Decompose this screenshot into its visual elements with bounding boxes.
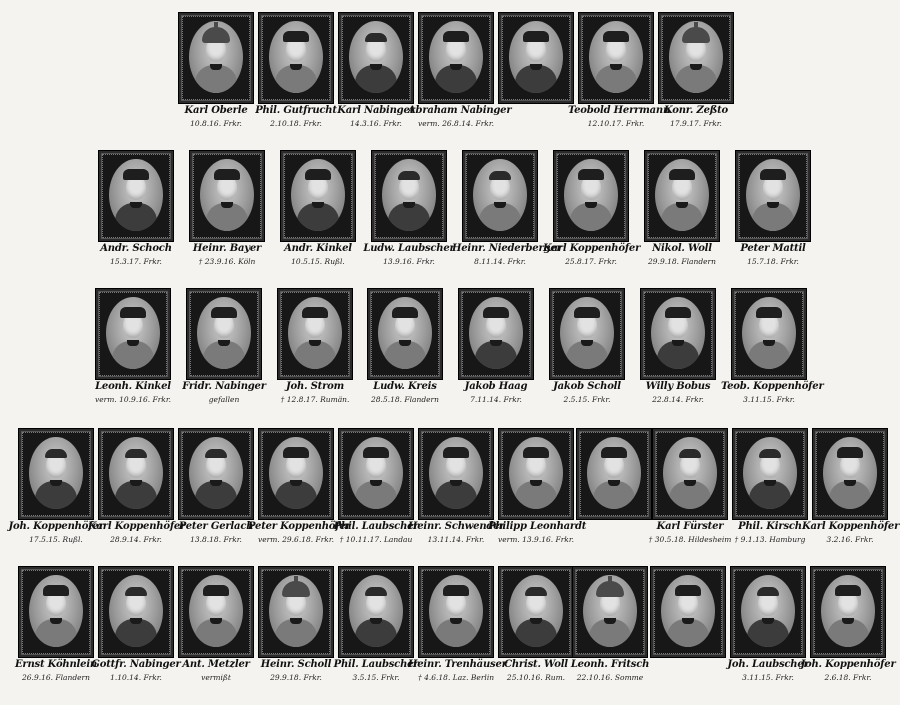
- portrait-frame: [735, 150, 811, 242]
- soldier-name: Abraham Nabinger: [408, 105, 512, 116]
- portrait-card: [408, 566, 507, 696]
- soldier-fate: 2.10.18. Frkr.: [270, 119, 322, 128]
- portrait-row-3: [0, 288, 900, 418]
- portrait-card: [576, 428, 652, 558]
- soldier-name: Phil. Kirsch: [738, 521, 802, 532]
- portrait-card: [178, 566, 254, 696]
- portrait-frame: [498, 566, 574, 658]
- soldier-name: Ludw. Laubscher: [363, 243, 455, 254]
- soldier-photo: [109, 575, 163, 647]
- soldier-photo: [821, 575, 875, 647]
- soldier-name: Karl Koppenhöfer: [802, 521, 900, 532]
- portrait-card: [98, 150, 174, 280]
- soldier-fate: verm. 26.8.14. Frkr.: [417, 119, 494, 128]
- soldier-fate: 28.9.14. Frkr.: [110, 535, 162, 544]
- soldier-name: Gottfr. Nabinger: [91, 659, 181, 670]
- portrait-frame: [418, 566, 494, 658]
- soldier-fate: 3.11.15. Frkr.: [743, 395, 795, 404]
- portrait-frame: [553, 150, 629, 242]
- portrait-card: [549, 288, 625, 418]
- soldier-photo: [589, 21, 643, 93]
- soldier-name: Joh. Koppenhöfer: [800, 659, 896, 670]
- portrait-frame: [186, 288, 262, 380]
- soldier-fate: 15.3.17. Frkr.: [110, 257, 162, 266]
- portrait-card: [14, 566, 97, 696]
- portrait-card: [408, 428, 505, 558]
- portrait-frame: [576, 428, 652, 520]
- soldier-photo: [661, 575, 715, 647]
- soldier-photo: [189, 575, 243, 647]
- portrait-card: [408, 12, 512, 142]
- soldier-fate: 25.8.17. Frkr.: [565, 257, 617, 266]
- portrait-frame: [371, 150, 447, 242]
- portrait-card: [189, 150, 265, 280]
- soldier-photo: [382, 159, 436, 231]
- soldier-fate: † 30.5.18. Hildesheim: [648, 535, 732, 544]
- soldier-photo: [651, 297, 705, 369]
- soldier-fate: 13.9.16. Frkr.: [383, 257, 435, 266]
- portrait-card: [338, 12, 414, 142]
- soldier-fate: 8.11.14. Frkr.: [474, 257, 526, 266]
- soldier-fate: 14.3.16. Frkr.: [350, 119, 402, 128]
- soldier-photo: [741, 575, 795, 647]
- soldier-name: Phil. Laubscher: [333, 521, 419, 532]
- soldier-fate: 15.7.18. Frkr.: [747, 257, 799, 266]
- soldier-name: Christ. Woll: [504, 659, 568, 670]
- soldier-photo: [288, 297, 342, 369]
- soldier-fate: 2.5.15. Frkr.: [563, 395, 611, 404]
- soldier-fate: 29.9.18. Flandern: [648, 257, 716, 266]
- soldier-photo: [509, 437, 563, 509]
- portrait-frame: [178, 566, 254, 658]
- soldier-name: Heinr. Scholl: [260, 659, 332, 670]
- soldier-name: Willy Bobus: [645, 381, 711, 392]
- soldier-photo: [269, 575, 323, 647]
- portrait-frame: [730, 566, 806, 658]
- soldier-fate: 10.8.16. Frkr.: [190, 119, 242, 128]
- portrait-frame: [178, 12, 254, 104]
- soldier-photo: [583, 575, 637, 647]
- portrait-card: [333, 428, 419, 558]
- portrait-card: [543, 150, 641, 280]
- soldier-fate: 25.10.16. Rum.: [506, 673, 566, 682]
- soldier-name: Karl Koppenhöfer: [88, 521, 186, 532]
- portrait-frame: [178, 428, 254, 520]
- portrait-frame: [732, 428, 808, 520]
- soldier-name: Andr. Kinkel: [284, 243, 352, 254]
- portrait-card: [182, 288, 266, 418]
- portrait-frame: [18, 428, 94, 520]
- portrait-frame: [18, 566, 94, 658]
- soldier-fate: 13.8.18. Frkr.: [190, 535, 242, 544]
- soldier-name: Teob. Koppenhöfer: [721, 381, 824, 392]
- soldier-name: Joh. Laubscher: [727, 659, 809, 670]
- portrait-card: [640, 288, 716, 418]
- soldier-photo: [560, 297, 614, 369]
- portrait-frame: [418, 428, 494, 520]
- soldier-name: Karl Nabinger: [337, 105, 415, 116]
- portrait-frame: [498, 12, 574, 104]
- soldier-name: Joh. Koppenhöfer: [8, 521, 104, 532]
- soldier-photo: [473, 159, 527, 231]
- soldier-fate: vermißt: [201, 673, 231, 682]
- soldier-photo: [197, 297, 251, 369]
- portrait-card: [488, 428, 587, 558]
- portrait-card: [568, 12, 671, 142]
- portrait-card: [572, 566, 648, 696]
- portrait-frame: [578, 12, 654, 104]
- soldier-name: Jakob Haag: [464, 381, 528, 392]
- portrait-frame: [652, 428, 728, 520]
- soldier-fate: 13.11.14. Frkr.: [427, 535, 485, 544]
- soldier-fate: † 12.8.17. Rumän.: [280, 395, 350, 404]
- portrait-frame: [812, 428, 888, 520]
- soldier-photo: [349, 437, 403, 509]
- soldier-name: Teobold Herrmann: [568, 105, 671, 116]
- soldier-name: Leonh. Kinkel: [95, 381, 171, 392]
- soldier-photo: [669, 21, 723, 93]
- soldier-fate: 3.11.15. Frkr.: [742, 673, 794, 682]
- portrait-frame: [549, 288, 625, 380]
- portrait-card: [650, 566, 726, 696]
- portrait-frame: [418, 12, 494, 104]
- portrait-card: [8, 428, 104, 558]
- soldier-photo: [655, 159, 709, 231]
- soldier-photo: [269, 437, 323, 509]
- portrait-row-5: [0, 566, 900, 696]
- portrait-frame: [338, 428, 414, 520]
- soldier-fate: 26.9.16. Flandern: [22, 673, 90, 682]
- soldier-name: Karl Oberle: [184, 105, 248, 116]
- soldier-photo: [200, 159, 254, 231]
- soldier-name: Heinr. Bayer: [192, 243, 262, 254]
- portrait-frame: [98, 566, 174, 658]
- soldier-photo: [291, 159, 345, 231]
- soldier-fate: 10.5.15. Rußl.: [291, 257, 345, 266]
- portrait-frame: [98, 150, 174, 242]
- soldier-photo: [29, 437, 83, 509]
- soldier-photo: [429, 437, 483, 509]
- portrait-row-2: [0, 150, 900, 280]
- soldier-photo: [109, 437, 163, 509]
- soldier-name: Konr. Zeßto: [663, 105, 729, 116]
- portrait-frame: [338, 566, 414, 658]
- soldier-name: Heinr. Niederberger: [452, 243, 562, 254]
- portrait-card: [648, 428, 732, 558]
- portrait-card: [178, 12, 254, 142]
- portrait-card: [452, 150, 562, 280]
- soldier-fate: 28.5.18. Flandern: [371, 395, 439, 404]
- soldier-photo: [269, 21, 323, 93]
- portrait-frame: [258, 566, 334, 658]
- portrait-card: [88, 428, 186, 558]
- soldier-photo: [189, 21, 243, 93]
- soldier-fate: † 9.1.13. Hamburg: [734, 535, 806, 544]
- portrait-card: [277, 288, 353, 418]
- soldier-fate: 12.10.17. Frkr.: [587, 119, 645, 128]
- soldier-name: Philipp Leonhardt: [488, 521, 587, 532]
- portrait-frame: [458, 288, 534, 380]
- soldier-name: Ludw. Kreis: [373, 381, 437, 392]
- portrait-frame: [367, 288, 443, 380]
- portrait-card: [644, 150, 720, 280]
- soldier-name: Ant. Metzler: [182, 659, 250, 670]
- portrait-frame: [462, 150, 538, 242]
- portrait-card: [255, 12, 337, 142]
- portrait-card: [280, 150, 356, 280]
- soldier-photo: [349, 575, 403, 647]
- portrait-card: [458, 288, 534, 418]
- soldier-photo: [663, 437, 717, 509]
- portrait-frame: [98, 428, 174, 520]
- soldier-fate: 3.5.15. Frkr.: [352, 673, 400, 682]
- soldier-name: Ernst Köhnlein: [14, 659, 97, 670]
- portrait-row-4: [0, 428, 900, 558]
- portrait-frame: [189, 150, 265, 242]
- soldier-fate: 29.9.18. Frkr.: [270, 673, 322, 682]
- soldier-photo: [349, 21, 403, 93]
- soldier-name: Heinr. Trenhäuser: [408, 659, 507, 670]
- soldier-name: Karl Koppenhöfer: [543, 243, 641, 254]
- portrait-card: [658, 12, 734, 142]
- soldier-photo: [509, 575, 563, 647]
- portrait-card: [91, 566, 181, 696]
- portrait-frame: [572, 566, 648, 658]
- soldier-photo: [378, 297, 432, 369]
- portrait-card: [363, 150, 455, 280]
- soldier-fate: 22.10.16. Somme: [576, 673, 644, 682]
- soldier-photo: [429, 575, 483, 647]
- portrait-card: [178, 428, 254, 558]
- soldier-photo: [564, 159, 618, 231]
- portrait-card: [727, 566, 809, 696]
- portrait-card: [258, 566, 334, 696]
- portrait-frame: [498, 428, 574, 520]
- soldier-photo: [587, 437, 641, 509]
- portrait-card: [721, 288, 824, 418]
- soldier-fate: 17.5.15. Rußl.: [29, 535, 83, 544]
- portrait-frame: [731, 288, 807, 380]
- portrait-frame: [95, 288, 171, 380]
- soldier-name: Joh. Strom: [286, 381, 344, 392]
- portrait-frame: [280, 150, 356, 242]
- soldier-name: Peter Mattil: [740, 243, 806, 254]
- soldier-fate: 1.10.14. Frkr.: [110, 673, 162, 682]
- portrait-card: [248, 428, 351, 558]
- portrait-card: [95, 288, 171, 418]
- portrait-frame: [258, 428, 334, 520]
- portrait-frame: [258, 12, 334, 104]
- soldier-name: Heinr. Schwender: [408, 521, 505, 532]
- soldier-photo: [29, 575, 83, 647]
- portrait-frame: [640, 288, 716, 380]
- soldier-fate: 22.8.14. Frkr.: [652, 395, 704, 404]
- soldier-name: Jakob Scholl: [553, 381, 621, 392]
- portrait-frame: [338, 12, 414, 104]
- portrait-card: [367, 288, 443, 418]
- soldier-fate: † 4.6.18. Laz. Berlin: [417, 673, 495, 682]
- soldier-photo: [429, 21, 483, 93]
- soldier-name: Andr. Schoch: [100, 243, 172, 254]
- soldier-fate: 2.6.18. Frkr.: [824, 673, 872, 682]
- soldier-name: Leonh. Fritsch: [570, 659, 650, 670]
- soldier-photo: [746, 159, 800, 231]
- soldier-fate: 7.11.14. Frkr.: [470, 395, 522, 404]
- soldier-name: Peter Koppenhöfer: [248, 521, 351, 532]
- soldier-photo: [742, 297, 796, 369]
- soldier-fate: gefallen: [208, 395, 240, 404]
- portrait-row-1: [0, 12, 900, 142]
- soldier-name: Peter Gerlach: [178, 521, 254, 532]
- soldier-photo: [106, 297, 160, 369]
- soldier-photo: [823, 437, 877, 509]
- portrait-card: [802, 428, 900, 558]
- soldier-photo: [189, 437, 243, 509]
- portrait-card: [735, 150, 811, 280]
- soldier-fate: 3.2.16. Frkr.: [826, 535, 874, 544]
- portrait-frame: [658, 12, 734, 104]
- soldier-photo: [743, 437, 797, 509]
- soldier-name: Karl Fürster: [656, 521, 724, 532]
- soldier-fate: verm. 29.6.18. Frkr.: [257, 535, 334, 544]
- portrait-card: [800, 566, 896, 696]
- portrait-frame: [277, 288, 353, 380]
- soldier-fate: † 23.9.16. Köln: [198, 257, 256, 266]
- portrait-card: [732, 428, 808, 558]
- soldier-photo: [469, 297, 523, 369]
- soldier-name: Fridr. Nabinger: [182, 381, 266, 392]
- soldier-fate: † 10.11.17. Landau: [339, 535, 413, 544]
- portrait-card: [498, 12, 574, 142]
- portrait-frame: [650, 566, 726, 658]
- soldier-photo: [109, 159, 163, 231]
- soldier-name: Phil. Gutfrucht: [255, 105, 337, 116]
- portrait-frame: [810, 566, 886, 658]
- portrait-card: [333, 566, 419, 696]
- soldier-name: Phil. Laubscher: [333, 659, 419, 670]
- soldier-photo: [509, 21, 563, 93]
- soldier-fate: verm. 10.9.16. Frkr.: [94, 395, 171, 404]
- portrait-frame: [644, 150, 720, 242]
- soldier-fate: verm. 13.9.16. Frkr.: [497, 535, 574, 544]
- soldier-fate: 17.9.17. Frkr.: [670, 119, 722, 128]
- soldier-name: Nikol. Woll: [652, 243, 712, 254]
